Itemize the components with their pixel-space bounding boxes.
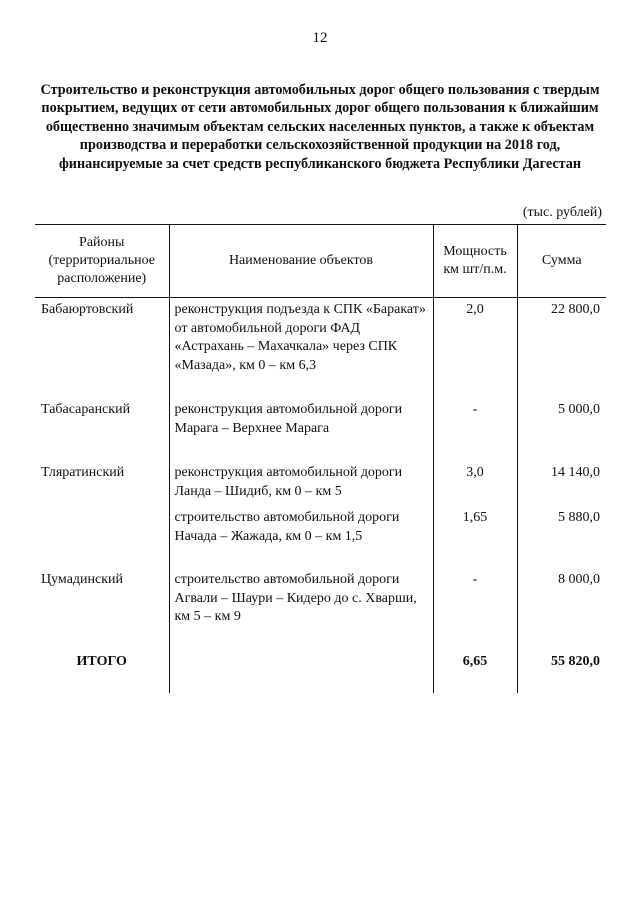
district-cell xyxy=(35,509,169,571)
header-amount: Сумма xyxy=(517,225,606,298)
district-cell: Цумадинский xyxy=(41,572,124,587)
total-label: ИТОГО xyxy=(76,653,127,669)
table-header-row xyxy=(35,225,606,298)
amount-cell: 14 140,0 xyxy=(517,464,606,509)
object-cell: реконструкция автомобильной дороги Ланда – Шидиб, км 0 – км 5 xyxy=(169,464,433,509)
amount-cell: 5 000,0 xyxy=(517,401,606,464)
object-cell: реконструкция автомобильной дороги Марага – Верхнее Марага xyxy=(169,401,433,464)
object-cell: строительство автомобильной дороги Агвали – Шаури – Кидеро до с. Хварши, км 5 – км 9 xyxy=(169,571,433,653)
amount-cell: 8 000,0 xyxy=(517,571,606,653)
object-cell: строительство автомобильной дороги Начада – Жажада, км 0 – км 1,5 xyxy=(169,509,433,571)
budget-table xyxy=(35,224,606,693)
district-cell: Тляратинский xyxy=(41,465,125,480)
page-number: 12 xyxy=(312,30,328,46)
amount-cell: 5 880,0 xyxy=(517,509,606,571)
capacity-cell: 2,0 xyxy=(433,298,517,402)
table-row xyxy=(35,509,606,571)
total-object-cell xyxy=(169,653,433,693)
capacity-cell: - xyxy=(433,571,517,653)
table-row xyxy=(35,298,606,402)
document-title: Строительство и реконструкция автомобильных дорог общего пользования с твердым покрытием, ведущих от сети автомобильных дорог общего пользования к ближайшим общественно значимым объектам сельских населенных пунктов, а также к объектам производства и переработки сельскохозяйственной продукции на 2018 год, финансируемые за счет средств республиканского бюджета Республики Дагестан xyxy=(40,82,600,172)
header-object: Наименование объектов xyxy=(169,225,433,298)
header-capacity: Мощность км шт/п.м. xyxy=(433,225,517,298)
header-district: Районы (территориальное расположение) xyxy=(48,235,155,286)
amount-cell: 22 800,0 xyxy=(517,298,606,402)
table-row xyxy=(35,571,606,653)
table-row xyxy=(35,401,606,464)
total-capacity: 6,65 xyxy=(433,653,517,693)
total-amount: 55 820,0 xyxy=(517,653,606,693)
district-cell: Табасаранский xyxy=(41,402,131,417)
units-note: (тыс. рублей) xyxy=(522,205,602,220)
object-cell: реконструкция подъезда к СПК «Баракат» от автомобильной дороги ФАД «Астрахань – Махачкала» через СПК «Мазада», км 0 – км 6,3 xyxy=(169,298,433,402)
capacity-cell: 3,0 xyxy=(433,464,517,509)
table-row xyxy=(35,464,606,509)
district-cell: Бабаюртовский xyxy=(41,302,134,317)
capacity-cell: 1,65 xyxy=(433,509,517,571)
total-row xyxy=(35,653,606,693)
capacity-cell: - xyxy=(433,401,517,464)
